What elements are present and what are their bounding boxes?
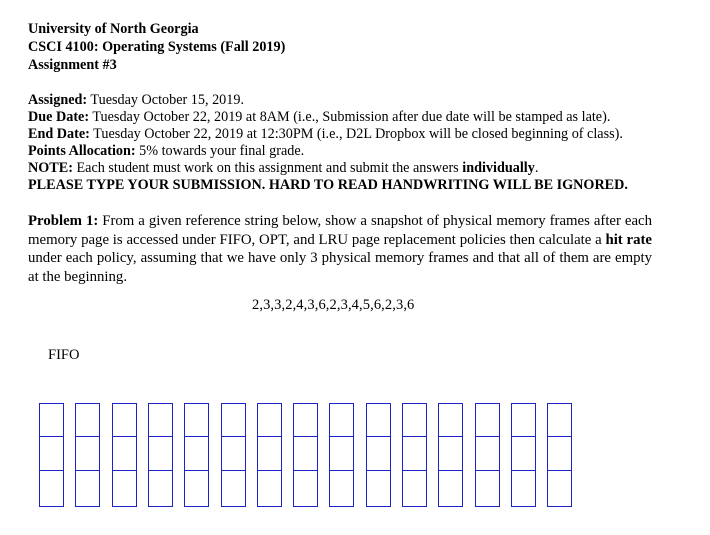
assignment-page [28,20,652,301]
fifo-frame-cell [40,404,63,437]
fifo-frame-cell [403,471,426,504]
fifo-frame-cell [512,471,535,504]
assigned-label: Assigned: [28,92,88,108]
fifo-frame-column [293,403,318,507]
points-value: 5% towards your final grade. [135,143,305,159]
fifo-frame-cell [40,437,63,470]
due-date [28,109,652,126]
fifo-frame-cell [294,471,317,504]
fifo-frame-cell [185,437,208,470]
fifo-frame-column [221,403,246,507]
fifo-frame-cell [258,437,281,470]
fifo-frame-cell [403,404,426,437]
fifo-frame-cell [476,404,499,437]
fifo-frame-cell [367,471,390,504]
end-label: End Date: [28,126,90,142]
fifo-frame-column [112,403,137,507]
problem-1-hit-rate: hit rate [605,231,652,248]
fifo-frame-cell [113,404,136,437]
due-label: Due Date: [28,109,90,125]
fifo-frame-cell [185,404,208,437]
assigned-date [28,92,652,109]
fifo-frame-column [475,403,500,507]
fifo-frame-cell [476,471,499,504]
note-bold: individually [462,160,535,176]
fifo-frame-cell [222,404,245,437]
assignment-meta [28,92,652,194]
fifo-frame-cell [476,437,499,470]
problem-1 [28,212,652,286]
fifo-frame-cell [439,404,462,437]
note [28,160,652,177]
assignment-number: Assignment #3 [28,57,117,73]
fifo-frame-column [148,403,173,507]
fifo-frame-column [75,403,100,507]
fifo-frame-column [366,403,391,507]
fifo-frame-cell [439,437,462,470]
fifo-frame-cell [548,437,571,470]
points-label: Points Allocation: [28,143,136,159]
fifo-frame-cell [222,437,245,470]
fifo-frame-column [547,403,572,507]
fifo-label: FIFO [48,347,80,363]
problem-1-label: Problem 1: [28,213,99,229]
fifo-frame-cell [76,404,99,437]
fifo-frame-cell [185,471,208,504]
reference-string: 2,3,3,2,4,3,6,2,3,4,5,6,2,3,6 [252,297,415,313]
note-end: . [534,160,539,176]
fifo-frame-cell [294,404,317,437]
fifo-frame-cell [367,437,390,470]
course-title: CSCI 4100: Operating Systems (Fall 2019) [28,39,286,55]
end-value: Tuesday October 22, 2019 at 12:30PM (i.e., D2L Dropbox will be closed beginning of class). [89,126,623,142]
assigned-value: Tuesday October 15, 2019. [87,92,244,108]
fifo-frame-cell [40,471,63,504]
fifo-frame-cell [258,404,281,437]
fifo-frame-cell [548,471,571,504]
fifo-frame-cell [367,404,390,437]
fifo-frame-cell [330,437,353,470]
fifo-frame-cell [149,437,172,470]
fifo-frame-column [184,403,209,507]
note-value: Each student must work on this assignment and submit the answers [72,160,463,176]
fifo-frame-cell [330,404,353,437]
fifo-frame-cell [512,437,535,470]
fifo-frame-column [329,403,354,507]
fifo-frame-cell [330,471,353,504]
fifo-frame-column [511,403,536,507]
due-value: Tuesday October 22, 2019 at 8AM (i.e., Submission after due date will be stamped as late). [89,109,611,125]
fifo-frame-cell [149,404,172,437]
fifo-frame-cell [548,404,571,437]
fifo-frame-column [438,403,463,507]
fifo-frame-cell [76,437,99,470]
end-date [28,126,652,143]
note-label: NOTE: [28,160,73,176]
fifo-frame-cell [76,471,99,504]
university-name: University of North Georgia [28,21,199,37]
fifo-frame-column [402,403,427,507]
fifo-frame-cell [149,471,172,504]
problem-1-text-after: under each policy, assuming that we have only 3 physical memory frames and that all of them are empty at the beginning. [28,250,652,285]
fifo-frame-cell [439,471,462,504]
fifo-frame-cell [113,437,136,470]
fifo-frame-cell [294,437,317,470]
fifo-frame-cell [222,471,245,504]
fifo-frame-cell [512,404,535,437]
fifo-frame-cell [258,471,281,504]
fifo-frame-column [39,403,64,507]
problem-1-text-before: From a given reference string below, show a snapshot of physical memory frames after each memory page is accessed under FIFO, OPT, and LRU page replacement policies then calculate a [28,213,653,248]
handwriting-warning: PLEASE TYPE YOUR SUBMISSION. HARD TO READ HANDWRITING WILL BE IGNORED. [28,177,628,193]
fifo-frame-cell [403,437,426,470]
fifo-frame-column [257,403,282,507]
fifo-frame-cell [113,471,136,504]
points-allocation [28,143,652,160]
